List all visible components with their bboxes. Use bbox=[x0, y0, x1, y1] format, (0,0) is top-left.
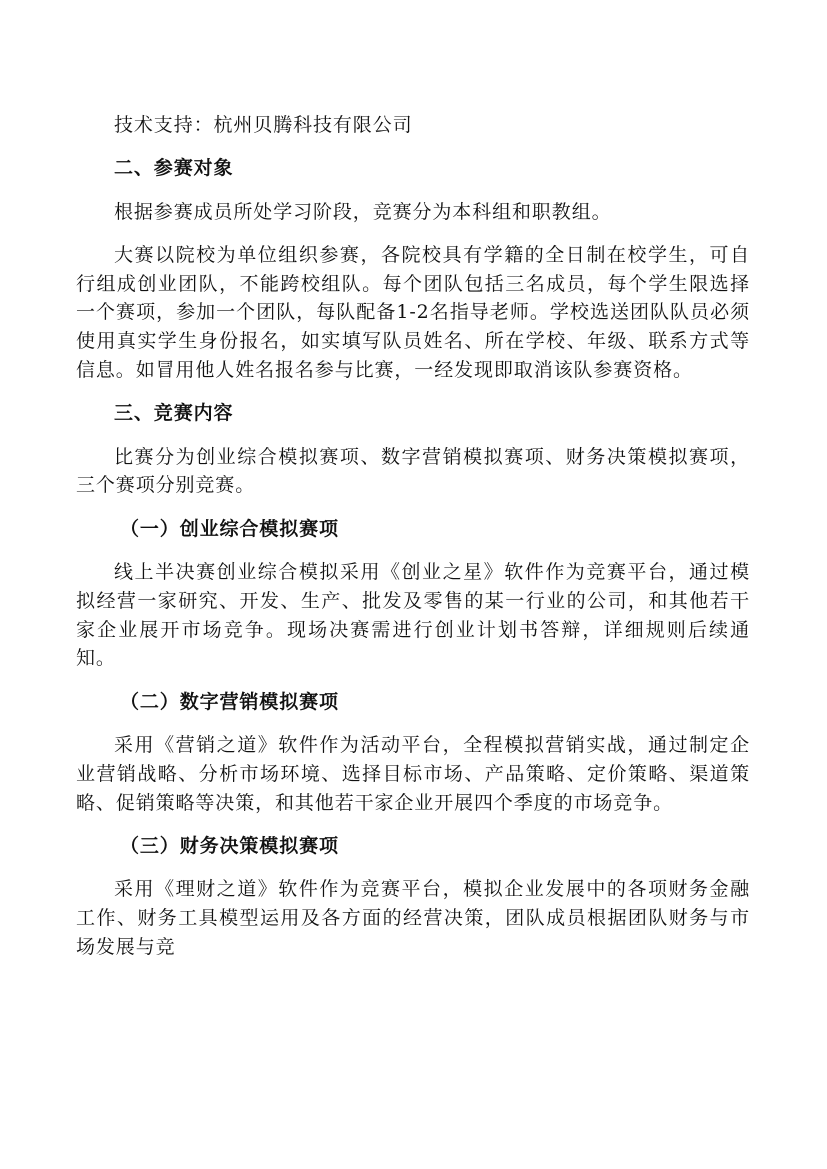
tech-support-line: 技术支持：杭州贝腾科技有限公司 bbox=[114, 114, 413, 136]
subheading-digital-marketing: （二）数字营销模拟赛项 bbox=[120, 690, 339, 713]
subheading-startup-simulation: （一）创业综合模拟赛项 bbox=[120, 517, 339, 540]
section-heading-participants: 二、参赛对象 bbox=[114, 157, 234, 180]
document-page bbox=[76, 111, 750, 976]
subheading-financial-decision: （三）财务决策模拟赛项 bbox=[120, 834, 339, 857]
paragraph-events-overview: 比赛分为创业综合模拟赛项、数字营销模拟赛项、财务决策模拟赛项，三个赛项分别竞赛。 bbox=[76, 445, 750, 497]
paragraph-team-rules: 大赛以院校为单位组织参赛，各院校具有学籍的全日制在校学生，可自行组成创业团队，不能跨校组队。每个团队包括三名成员，每个学生限选择一个赛项，参加一个团队，每队配备1-2名指导老师。学校选送团队队员必须使用真实学生身份报名，如实填写队员姓名、所在学校、年级、联系方式等信息。如冒用他人姓名报名参与比赛，一经发现即取消该队参赛资格。 bbox=[76, 243, 750, 382]
paragraph-startup-simulation: 线上半决赛创业综合模拟采用《创业之星》软件作为竞赛平台，通过模拟经营一家研究、开发、生产、批发及零售的某一行业的公司，和其他若干家企业展开市场竞争。现场决赛需进行创业计划书答辩，详细规则后续通知。 bbox=[76, 561, 750, 670]
paragraph-financial-decision: 采用《理财之道》软件作为竞赛平台，模拟企业发展中的各项财务金融工作、财务工具模型运用及各方面的经营决策，团队成员根据团队财务与市场发展与竞 bbox=[76, 878, 750, 958]
paragraph-digital-marketing: 采用《营销之道》软件作为活动平台，全程模拟营销实战，通过制定企业营销战略、分析市场环境、选择目标市场、产品策略、定价策略、渠道策略、促销策略等决策，和其他若干家企业开展四个季度的市场竞争。 bbox=[76, 734, 750, 814]
paragraph-groups: 根据参赛成员所处学习阶段，竞赛分为本科组和职教组。 bbox=[114, 200, 612, 223]
section-heading-content: 三、竞赛内容 bbox=[114, 402, 234, 425]
